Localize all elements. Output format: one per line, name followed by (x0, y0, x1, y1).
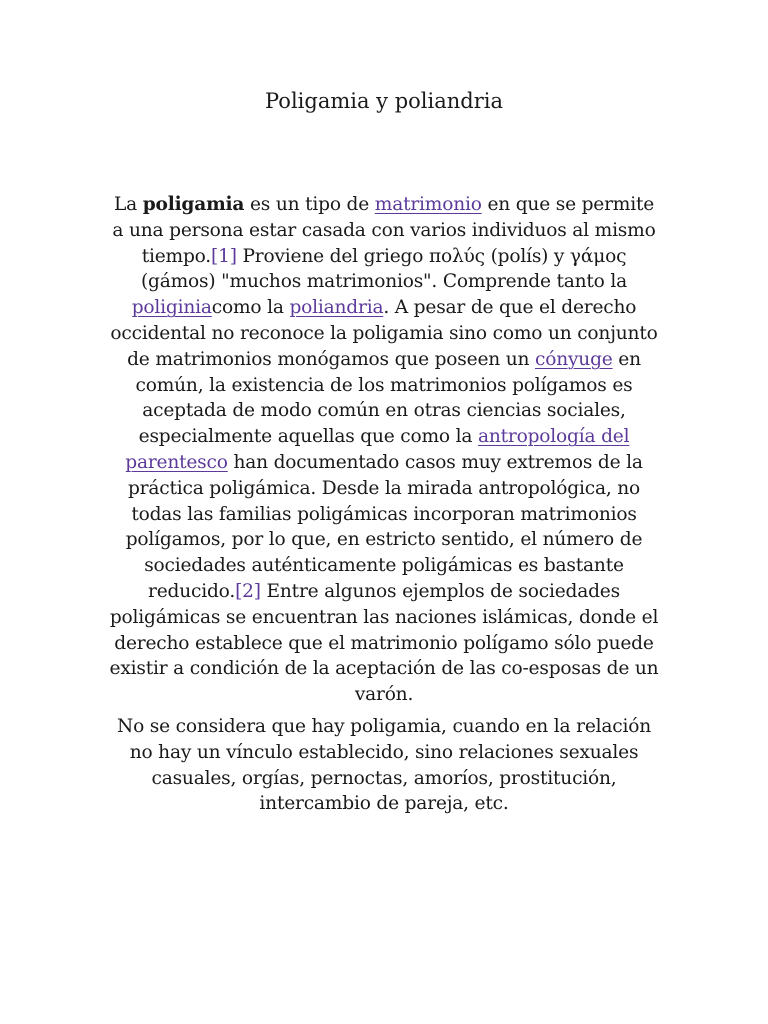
text-segment: han documentado casos muy extremos de la práctica poligámica. Desde la mirada antropológica, no todas las familias poligámicas incorporan matrimonios polígamos, por lo que, en estricto sentido, el número de sociedades auténticamente poligámicas es bastante reducido. (125, 451, 643, 602)
link-matrimonio[interactable]: matrimonio (374, 194, 482, 215)
document-body (104, 192, 664, 823)
text-segment: Entre algunos ejemplos de sociedades poligámicas se encuentran las naciones islámicas, donde el derecho establece que el matrimonio polígamo sólo puede existir a condición de la aceptación de las co-esposas de un varón. (109, 580, 659, 706)
text-segment: La (113, 194, 143, 215)
document-title: Poligamia y poliandria (265, 89, 503, 113)
bold-term-poligamia: poligamia (142, 194, 245, 215)
paragraph-poligamia-definition (104, 192, 664, 708)
text-segment: como la (211, 297, 290, 319)
text-segment: . A pesar de que el derecho occidental no reconoce la poligamia sino como un conjunto de matrimonios monógamos que poseen un (110, 297, 658, 370)
text-segment: es un tipo de (244, 194, 375, 215)
link-antropologia-del-parentesco[interactable]: antropología del parentesco (125, 426, 630, 473)
text-segment: en común, la existencia de los matrimonios polígamos es aceptada de modo común en otras ciencias sociales, especialmente aquellas que como la (135, 348, 641, 448)
paragraph-exclusions: No se considera que hay poligamia, cuando en la relación no hay un vínculo establecido, sino relaciones sexuales casuales, orgías, pernoctas, amoríos, prostitución, intercambio de pareja, etc. (117, 715, 651, 815)
text-segment: en que se permite a una persona estar casada con varios individuos al mismo tiempo. (112, 194, 656, 267)
text-segment: Proviene del griego πολύς (polís) y γάμος (gámos) "muchos matrimonios". Comprende tanto la (140, 245, 628, 293)
reference-link-2[interactable]: [2] (235, 580, 261, 602)
reference-link-1[interactable]: [1] (211, 245, 237, 267)
link-poliandria[interactable]: poliandria (289, 297, 384, 319)
link-poliginia[interactable]: poliginia (131, 297, 212, 319)
link-conyuge[interactable]: cónyuge (535, 348, 613, 370)
